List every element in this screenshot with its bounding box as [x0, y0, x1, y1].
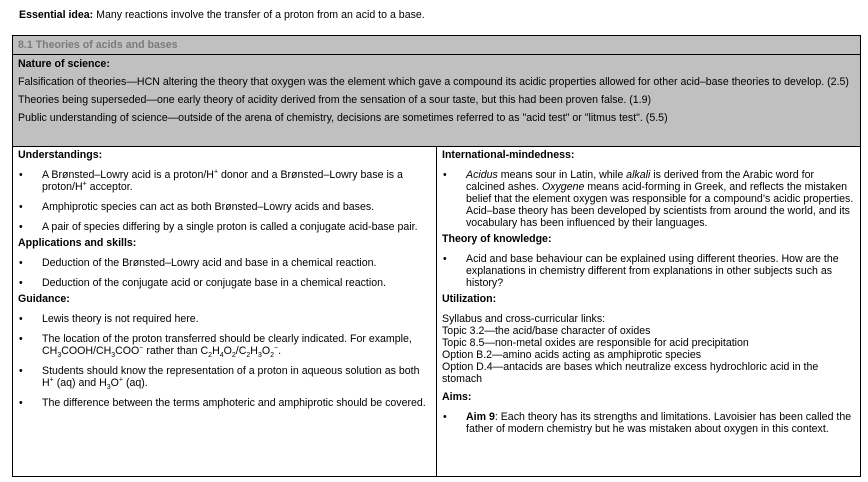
utilization-link: Topic 3.2—the acid/base character of oxides: [442, 325, 651, 337]
nature-of-science: [13, 55, 860, 147]
list-item: [18, 313, 431, 325]
bullet-icon: •: [19, 277, 23, 289]
list-item: [442, 169, 855, 229]
list-item: [18, 169, 431, 193]
utilization-links-label: Syllabus and cross-curricular links:: [442, 313, 606, 325]
item-text: A pair of species differing by a single proton is called a conjugate acid-base pair.: [42, 221, 418, 233]
item-text: Acid and base behaviour can be explained using different theories. How are the explanations in chemistry different from explanations in other subjects such as history?: [466, 253, 839, 289]
understandings-heading: Understandings:: [18, 149, 103, 161]
list-item: [442, 253, 855, 289]
section-title-row: [13, 36, 860, 55]
list-item: [18, 277, 431, 289]
item-text: Lewis theory is not required here.: [42, 313, 199, 325]
bullet-icon: •: [19, 257, 23, 269]
aims-list: [442, 411, 855, 435]
essential-idea: [19, 9, 425, 21]
utilization-link: Option D.4—antacids are bases which neutralize excess hydrochloric acid in the stomach: [442, 361, 819, 385]
syllabus-table: [12, 35, 861, 477]
item-text: Deduction of the Brønsted–Lowry acid and base in a chemical reaction.: [42, 257, 377, 269]
utilization-heading: Utilization:: [442, 293, 497, 305]
international-mindedness-list: [442, 169, 855, 229]
list-item: [442, 411, 855, 435]
bullet-icon: •: [443, 169, 447, 181]
right-column: [437, 147, 860, 476]
bullet-icon: •: [19, 201, 23, 213]
utilization-link: Option B.2—amino acids acting as amphiprotic species: [442, 349, 702, 361]
item-text: The difference between the terms amphoteric and amphiprotic should be covered.: [42, 397, 426, 409]
essential-idea-label: Essential idea:: [19, 9, 94, 21]
item-text: Acidus means sour in Latin, while alkali is derived from the Arabic word for calcined ashes. Oxygene means acid-forming in Greek, and reflects the mistaken belief that the element oxygen was responsible for a compound’s acidic properties. Acid–base theory has been developed by scientists from around the world, and its vocabulary has been influenced by their languages.: [466, 169, 854, 229]
bullet-icon: •: [19, 365, 23, 377]
theory-of-knowledge-heading: Theory of knowledge:: [442, 233, 552, 245]
nos-item: Theories being superseded—one early theory of acidity derived from the sensation of a sour taste, but this had been proven false. (1.9): [18, 94, 652, 106]
item-text: A Brønsted–Lowry acid is a proton/H+ donor and a Brønsted–Lowry base is a proton/H+ acceptor.: [42, 168, 403, 193]
item-text: The location of the proton transferred should be clearly indicated. For example, $CH_3COOH/CH_3COO^-$ rather than $C_2H_4O_2/C_2H_3O_2^-$.: [42, 333, 412, 360]
item-text: Amphiprotic species can act as both Brønsted–Lowry acids and bases.: [42, 201, 375, 213]
left-column: [13, 147, 437, 476]
list-item: [18, 201, 431, 213]
item-text: Deduction of the conjugate acid or conjugate base in a chemical reaction.: [42, 277, 386, 289]
bullet-icon: •: [19, 169, 23, 181]
bullet-icon: •: [19, 221, 23, 233]
bullet-icon: •: [19, 333, 23, 345]
applications-heading: Applications and skills:: [18, 237, 137, 249]
list-item: [18, 257, 431, 269]
international-mindedness-heading: International-mindedness:: [442, 149, 575, 161]
bullet-icon: •: [19, 397, 23, 409]
list-item: [18, 365, 431, 392]
aims-heading: Aims:: [442, 391, 472, 403]
item-text: Students should know the representation of a proton in aqueous solution as both H+ (aq) and $H_3O^+$ (aq).: [42, 365, 420, 392]
guidance-heading: Guidance:: [18, 293, 70, 305]
list-item: [18, 397, 431, 409]
nos-item: Public understanding of science—outside of the arena of chemistry, decisions are sometimes referred to as "acid test" or "litmus test". (5.5): [18, 112, 668, 124]
understandings-list: [18, 169, 431, 233]
bullet-icon: •: [19, 313, 23, 325]
theory-of-knowledge-list: [442, 253, 855, 289]
guidance-list: [18, 313, 431, 409]
essential-idea-text: Many reactions involve the transfer of a proton from an acid to a base.: [93, 9, 425, 21]
item-text: Aim 9: Each theory has its strengths and limitations. Lavoisier has been called the father of modern chemistry but he was mistaken about oxygen in this context.: [466, 411, 852, 435]
bullet-icon: •: [443, 411, 447, 423]
list-item: [18, 333, 431, 360]
list-item: [18, 221, 431, 233]
utilization-link: Topic 8.5—non-metal oxides are responsible for acid precipitation: [442, 337, 749, 349]
applications-list: [18, 257, 431, 289]
nature-of-science-heading: Nature of science:: [18, 58, 110, 70]
bullet-icon: •: [443, 253, 447, 265]
nos-item: Falsification of theories—HCN altering the theory that oxygen was the element which gave a compound its acidic properties allowed for other acid–base theories to develop. (2.5): [18, 76, 849, 88]
section-title: 8.1 Theories of acids and bases: [18, 39, 178, 51]
